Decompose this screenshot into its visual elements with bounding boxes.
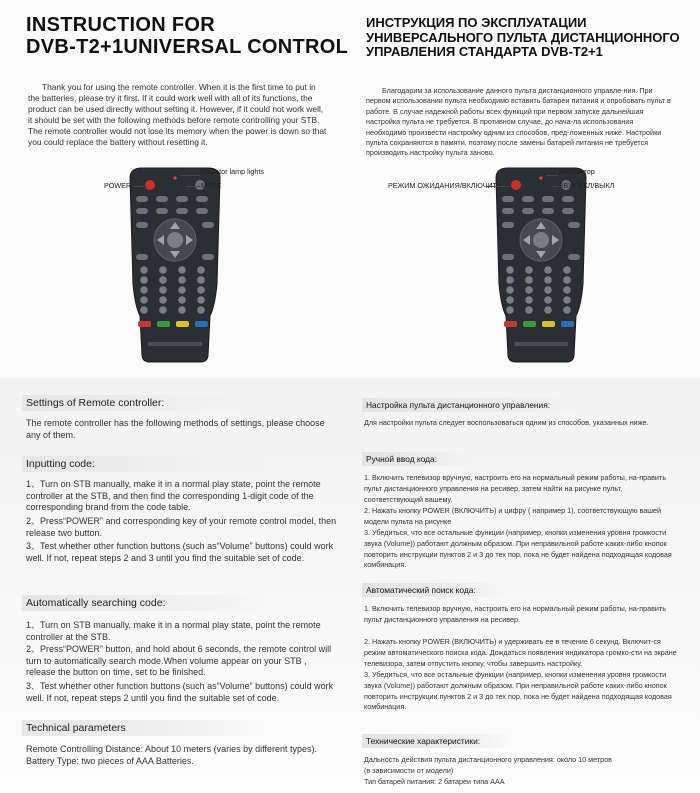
settings-heading-ru: Настройка пульта дистанционного управления: (362, 398, 586, 412)
indicator-leader-line (180, 175, 200, 176)
function-button (176, 196, 188, 202)
number-button (563, 286, 571, 294)
mute-leader-line (186, 186, 200, 187)
color-button (195, 321, 208, 327)
function-button (522, 208, 534, 214)
side-button (568, 222, 580, 228)
number-button (140, 276, 148, 284)
number-button (159, 286, 167, 294)
manual-step-1-ru: 1. Включить телевизор вручную, настроить его на нормальный режим работы, на-править пульт дистанционного управления на ресивер, затем найти на рисунке пульт, соответствующий вашему. (364, 473, 666, 504)
number-button (159, 266, 167, 274)
mute-label: MUTE (201, 181, 222, 190)
function-button (136, 208, 148, 214)
number-button (525, 306, 533, 314)
title-ru-line-3: УПРАВЛЕНИЯ СТАНДАРТА DVB-T2+1 (366, 44, 603, 59)
number-button (544, 286, 552, 294)
number-button (563, 276, 571, 284)
inputting-step-3: 3、Test whether other function buttons (such as“Volume” buttons) could work well. If not, repeat steps 2 and 3 until you find the suitable set of code. (26, 541, 334, 563)
indicator-lamp (539, 176, 542, 179)
number-button (525, 266, 533, 274)
settings-text-ru: Для настройки пульта следует воспользоваться одним из способов, указанных ниже. (364, 418, 649, 427)
inputting-step-2: 2、Press“POWER” and corresponding key of your remote control model, then release two button. (26, 516, 337, 538)
manual-step-2-ru: 2. Нажать кнопку POWER (ВКЛЮЧИТЬ) и цифру ( например 1), соответствующую вашей модели пульта на рисунке (364, 506, 662, 526)
indicator-leader-line-ru (546, 175, 558, 176)
color-button (504, 321, 517, 327)
side-button (502, 222, 514, 228)
number-button (178, 276, 186, 284)
indicator-label: Indicator lamp lights (200, 167, 264, 176)
brand-strip (148, 342, 202, 346)
number-button (525, 276, 533, 284)
power-leader-line-ru (486, 186, 512, 187)
number-button (563, 266, 571, 274)
color-button (176, 321, 189, 327)
number-button (197, 276, 205, 284)
side-button (136, 222, 148, 228)
side-button (136, 254, 148, 260)
function-button (542, 208, 554, 214)
remote-control-illustration-ru (486, 166, 596, 366)
number-button (544, 296, 552, 304)
indicator-lamp (173, 176, 176, 179)
function-button (136, 196, 148, 202)
power-label-ru: РЕЖИМ ОЖИДАНИЯ/ВКЛЮЧИТЬ (388, 181, 502, 190)
side-button (502, 254, 514, 260)
manual-heading-ru: Ручной ввод кода: (362, 452, 476, 466)
function-button (156, 196, 168, 202)
title-line-1: INSTRUCTION FOR (26, 14, 215, 36)
color-button (523, 321, 536, 327)
page-title-ru (366, 16, 680, 60)
number-button (197, 286, 205, 294)
color-button (138, 321, 151, 327)
function-button (562, 208, 574, 214)
russian-column (350, 0, 700, 793)
number-button (159, 296, 167, 304)
tech-heading-ru: Технические характеристики: (362, 734, 516, 748)
number-button (140, 296, 148, 304)
function-button (502, 196, 514, 202)
number-button (159, 306, 167, 314)
auto-heading-ru: Автоматический поиск кода: (362, 583, 506, 597)
number-button (506, 296, 514, 304)
tech-line-3-ru: Тип батарей питания: 2 батареи типа ААА (364, 777, 505, 786)
number-button (140, 286, 148, 294)
settings-text: The remote controller has the following methods of settings, please choose any of them. (26, 418, 325, 440)
auto-search-step-1: 1、Turn on STB manually, make it in a normal play state, point the remote controller at the STB. (26, 620, 321, 642)
tech-line-2-ru: (в зависимости от модели) (364, 766, 454, 775)
number-button (159, 276, 167, 284)
number-button (197, 306, 205, 314)
tech-param-distance: Remote Controlling Distance: About 10 meters (varies by different types). (26, 744, 317, 754)
auto-search-step-3: 3、Test whether other function buttons (such as“Volume” buttons) could work well. If not, repeat steps 2 until you find the suitable set of code. (26, 681, 334, 703)
ok-button (167, 232, 183, 248)
intro-paragraph-ru: Благодарим за использование данного пульта дистанционного управле-ния. При первом использовании пульта необходимо вставить батареи питания и опробовать пульт в работе. В случае надежной работы всех функций при первом запуске дальнейшая настройка пульта не требуется. В противном случае, до нача-ла использования необходимо произвести настройку одним из способов, пред-ложенных ниже. Настройки пульта сохраняются в памяти, поэтому после замены батарей питания не требуется производить настройку пульта заново. (366, 86, 671, 158)
inputting-step-1: 1、Turn on STB manually, make it in a normal play state, point the remote controller at the STB, and then find the corresponding 1-digit code of the corresponding brand from the code table. (26, 479, 321, 512)
color-button (542, 321, 555, 327)
tech-param-battery: Battery Type: two pieces of AAA Batteries. (26, 756, 194, 766)
number-button (506, 286, 514, 294)
function-button (196, 196, 208, 202)
power-leader-line (133, 186, 147, 187)
number-button (544, 306, 552, 314)
number-button (140, 266, 148, 274)
side-button (202, 254, 214, 260)
number-button (178, 296, 186, 304)
number-button (178, 266, 186, 274)
color-button (157, 321, 170, 327)
number-button (525, 286, 533, 294)
title-ru-line-1: ИНСТРУКЦИЯ ПО ЭКСПЛУАТАЦИИ (366, 15, 587, 30)
indicator-label-ru: Индикатор (559, 167, 595, 176)
title-ru-line-2: УНИВЕРСАЛЬНОГО ПУЛЬТА ДИСТАНЦИОННОГО (366, 29, 680, 45)
remote-control-illustration (120, 166, 230, 366)
page-title (26, 14, 348, 58)
intro-paragraph: Thank you for using the remote controller. When it is the first time to put in the batteries, please try it first. If it could work well with all of its functions, the product can be used directly without setting it. However, if it could not work well, it should be set with the following methods before remote controlling your STB. The remote controller would not lose its memory when the power is down so that you could replace the battery without resetting it. (28, 82, 327, 147)
function-button (176, 208, 188, 214)
title-line-2: DVB-T2+1UNIVERSAL CONTROL (26, 36, 349, 58)
number-button (506, 306, 514, 314)
auto-search-heading: Automatically searching code: (22, 595, 266, 611)
mute-label-ru: ЗВУК ВКЛ/ВЫКЛ (559, 181, 615, 190)
number-button (197, 296, 205, 304)
function-button (196, 208, 208, 214)
side-button (568, 254, 580, 260)
function-button (562, 196, 574, 202)
function-button (156, 208, 168, 214)
function-button (502, 208, 514, 214)
power-button (145, 180, 155, 190)
number-button (563, 306, 571, 314)
inputting-heading: Inputting code: (22, 456, 266, 472)
auto-step-1-ru: 1. Включить телевизор вручную, настроить его на нормальный режим работы, на-править пульт дистанционного управления на ресивер. (364, 604, 666, 624)
number-button (544, 266, 552, 274)
function-button (542, 196, 554, 202)
number-button (178, 306, 186, 314)
number-button (197, 266, 205, 274)
tech-params-heading: Technical parameters (22, 720, 266, 736)
settings-heading: Settings of Remote controller: (22, 395, 266, 411)
number-button (563, 296, 571, 304)
number-button (525, 296, 533, 304)
manual-step-3-ru: 3. Убедиться, что все остальные функции (например, кнопки изменения уровня громкости звука (Volume)) работают должным образом. При неправильной работе каких-либо кнопок повторить инструкции пунктов 2 и 3 до тех пор, пока не будет найдена подходящая кодовая комбинация. (364, 528, 672, 570)
number-button (178, 286, 186, 294)
mute-leader-line-ru (551, 186, 559, 187)
auto-search-step-2: 2、Press“POWER” button, and hold about 6 seconds, the remote control will turn to automatically search mode.When volume appear on your STB , release the button on time, set to be finished. (26, 644, 332, 677)
number-button (544, 276, 552, 284)
ok-button (533, 232, 549, 248)
number-button (140, 306, 148, 314)
function-button (522, 196, 534, 202)
color-button (561, 321, 574, 327)
number-button (506, 266, 514, 274)
auto-step-3-ru: 3. Убедиться, что все остальные функции (например, кнопки изменения уровня громкости звука (Volume)) работают должным образом. При неправильной работе каких-либо кнопок повторить инструкции пунктов 2 и 3 до тех пор, пока не будет найдена подходящая кодовая комбинация. (364, 670, 672, 712)
power-button (511, 180, 521, 190)
power-label: POWER (104, 181, 132, 190)
auto-step-2-ru: 2. Нажать кнопку POWER (ВКЛЮЧИТЬ) и удерживать ее в течение 6 секунд. Включит-ся режим автоматического поиска кода. Дождаться появления индикатора громко-сти на экране телевизора, затем отпустить кнопку, чтобы завершить настройку. (364, 637, 677, 668)
tech-line-1-ru: Дальность действия пульта дистанционного управления: около 10 метров (364, 755, 612, 764)
number-button (506, 276, 514, 284)
side-button (202, 222, 214, 228)
brand-strip (514, 342, 568, 346)
